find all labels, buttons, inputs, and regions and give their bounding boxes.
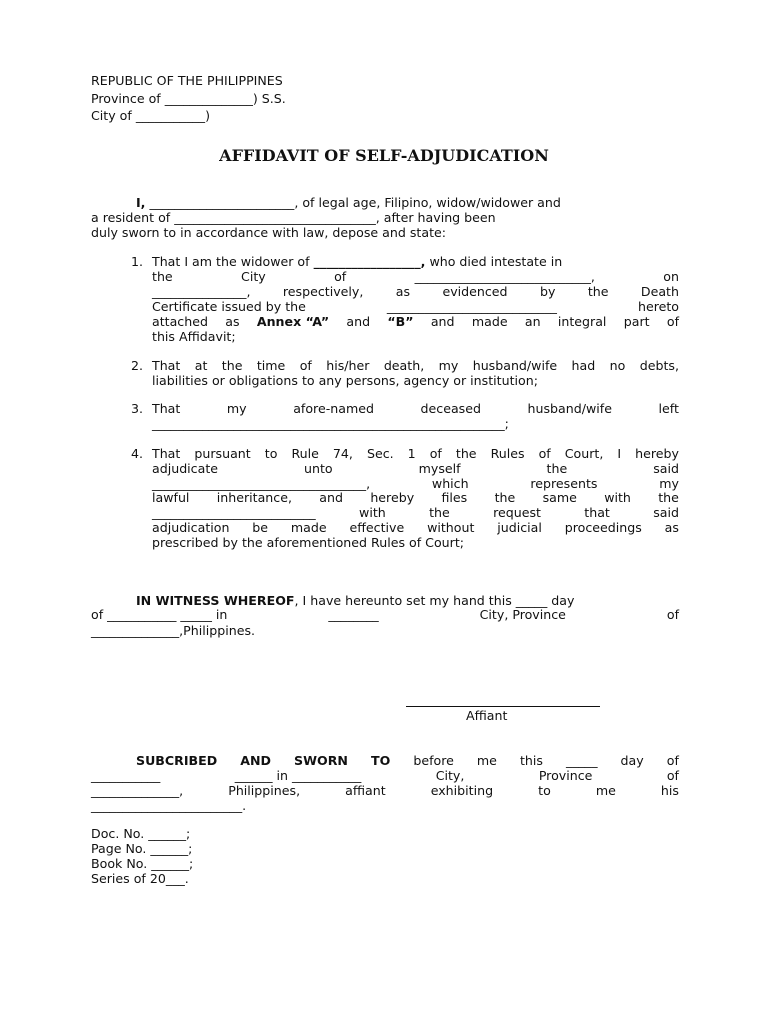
word: husband/wife xyxy=(472,358,558,373)
word: me xyxy=(595,783,616,798)
word: ___________ xyxy=(91,768,161,783)
header-city: City of ___________) xyxy=(91,108,211,123)
word: That xyxy=(152,358,181,373)
word: of xyxy=(666,314,679,329)
affiant-label: Affiant xyxy=(466,708,508,723)
word: Court, xyxy=(564,446,604,461)
word: hereby xyxy=(370,490,415,505)
word: left xyxy=(658,401,679,416)
word: Philippines, xyxy=(228,783,301,798)
word: pursuant xyxy=(194,446,251,461)
word: Province xyxy=(538,768,593,783)
word: ________ xyxy=(328,607,379,622)
intro-i: I, xyxy=(136,195,146,210)
item4-line-4 xyxy=(152,490,679,505)
word: Certificate issued by the xyxy=(152,299,306,314)
word: husband/wife xyxy=(527,401,612,416)
word: death, xyxy=(383,358,425,373)
word: had xyxy=(571,358,596,373)
word: ______________, xyxy=(91,783,184,798)
word: proceedings xyxy=(564,520,642,535)
item4-line-5 xyxy=(152,505,679,520)
item4-line-3 xyxy=(152,476,679,491)
item3-line-2: ________________________________________________________; xyxy=(152,416,509,431)
signature-line xyxy=(406,706,600,707)
item2-line-2: liabilities or obligations to any persons, agency or institution; xyxy=(152,373,538,388)
item4-line-6 xyxy=(152,520,679,535)
word: and xyxy=(346,314,371,329)
word: afore-named xyxy=(293,401,374,416)
word: of xyxy=(666,768,679,783)
word: and xyxy=(319,490,343,505)
word: exhibiting xyxy=(430,783,494,798)
word: be xyxy=(252,520,269,535)
word: with xyxy=(604,490,631,505)
word: City, Province xyxy=(479,607,566,622)
document-title: AFFIDAVIT OF SELF-ADJUDICATION xyxy=(219,146,549,165)
intro-line-3: duly sworn to in accordance with law, depose and state: xyxy=(91,225,447,240)
page-no: Page No. ______; xyxy=(91,841,193,856)
item1-line-3 xyxy=(152,284,679,299)
item4-line-1 xyxy=(152,446,679,461)
word: attached xyxy=(152,314,208,329)
word: made xyxy=(471,314,508,329)
item1-number: 1. xyxy=(131,254,144,269)
header-province: Province of ______________) S.S. xyxy=(91,91,286,106)
word: Rule xyxy=(291,446,319,461)
item3-number: 3. xyxy=(131,401,144,416)
word: files xyxy=(441,490,468,505)
word: my xyxy=(438,358,459,373)
word: my xyxy=(659,476,679,491)
witness-line-1: IN WITNESS WHEREOF, I have hereunto set my hand this _____ day xyxy=(136,593,575,608)
word: hereby xyxy=(635,446,679,461)
series-of: Series of 20___. xyxy=(91,871,189,886)
word: at xyxy=(194,358,208,373)
word: adjudicate xyxy=(152,461,219,476)
word: City xyxy=(241,269,266,284)
word: of xyxy=(538,446,551,461)
word: no xyxy=(609,358,626,373)
word: time xyxy=(256,358,286,373)
word: to xyxy=(264,446,278,461)
item1-line-4 xyxy=(152,299,679,314)
word: part xyxy=(623,314,650,329)
word: of xyxy=(666,607,679,622)
item1-line-2 xyxy=(152,269,679,284)
sworn-line-1: SUBCRIBED AND SWORN TO before me this _____ day of xyxy=(136,753,679,768)
word: the xyxy=(152,269,173,284)
word: effective xyxy=(349,520,405,535)
word: said xyxy=(653,461,679,476)
item1-line-1: That I am the widower of _________________, who died intestate in xyxy=(152,254,563,269)
word: inheritance, xyxy=(216,490,292,505)
word: That xyxy=(152,446,181,461)
word: evidenced xyxy=(442,284,508,299)
word: myself xyxy=(418,461,461,476)
word: That xyxy=(152,401,181,416)
item3-line-1 xyxy=(152,401,679,416)
item4-number: 4. xyxy=(131,446,144,461)
word: represents xyxy=(530,476,598,491)
word: his xyxy=(660,783,679,798)
word: adjudication xyxy=(152,520,230,535)
word: to xyxy=(538,783,551,798)
word: _______________, xyxy=(152,284,251,299)
word: the xyxy=(587,284,609,299)
word: without xyxy=(427,520,475,535)
word: of xyxy=(299,358,312,373)
witness-line-2 xyxy=(91,607,679,622)
word: on xyxy=(663,269,679,284)
word: which xyxy=(431,476,469,491)
word: Annex “A” xyxy=(256,314,330,329)
word: and xyxy=(430,314,455,329)
word: the xyxy=(546,461,568,476)
word: ____________________________, xyxy=(414,269,595,284)
word: unto xyxy=(304,461,333,476)
word: the xyxy=(455,446,477,461)
item4-line-2 xyxy=(152,461,679,476)
word: City, xyxy=(435,768,465,783)
word: the xyxy=(658,490,679,505)
witness-line-3: ______________,Philippines. xyxy=(91,623,256,638)
word: an xyxy=(524,314,541,329)
word: respectively, xyxy=(282,284,364,299)
word: with xyxy=(359,505,386,520)
word: by xyxy=(539,284,556,299)
word: of xyxy=(429,446,442,461)
item1-line-5 xyxy=(152,314,679,329)
word: 74, xyxy=(332,446,353,461)
header-republic: REPUBLIC OF THE PHILIPPINES xyxy=(91,73,283,88)
intro-line-2: a resident of ________________________________, after having been xyxy=(91,210,496,225)
word: Death xyxy=(640,284,679,299)
word: lawful xyxy=(152,490,190,505)
word: __________________________ xyxy=(152,505,316,520)
word: as xyxy=(664,520,679,535)
word: __________________________________, xyxy=(152,476,371,491)
word: as xyxy=(225,314,240,329)
intro-line-1: I, _______________________, of legal age, Filipino, widow/widower and xyxy=(136,195,561,210)
word: Rules xyxy=(490,446,525,461)
word: Sec. xyxy=(366,446,394,461)
word: the xyxy=(494,490,516,505)
item2-number: 2. xyxy=(131,358,144,373)
sworn-line-4: ________________________. xyxy=(91,798,247,813)
word: made xyxy=(290,520,327,535)
word: ___________________________ xyxy=(386,299,557,314)
word: judicial xyxy=(497,520,542,535)
item4-line-7: prescribed by the aforementioned Rules of Court; xyxy=(152,535,464,550)
word: as xyxy=(395,284,411,299)
word: my xyxy=(226,401,247,416)
book-no: Book No. ______; xyxy=(91,856,194,871)
word: the xyxy=(429,505,450,520)
word: hereto xyxy=(637,299,679,314)
word: his/her xyxy=(326,358,370,373)
word: affiant xyxy=(345,783,386,798)
word: ______ in ___________ xyxy=(234,768,362,783)
word: request xyxy=(493,505,541,520)
word: “B” xyxy=(387,314,414,329)
word: same xyxy=(542,490,577,505)
item2-line-1 xyxy=(152,358,679,373)
word: deceased xyxy=(420,401,481,416)
word: of ___________ _____ in xyxy=(91,607,228,622)
word: debts, xyxy=(639,358,679,373)
word: I xyxy=(617,446,622,461)
doc-no: Doc. No. ______; xyxy=(91,826,191,841)
word: said xyxy=(653,505,679,520)
item1-line-6: this Affidavit; xyxy=(152,329,236,344)
sworn-line-3 xyxy=(91,783,679,798)
sworn-line-2 xyxy=(91,768,679,783)
word: of xyxy=(334,269,347,284)
word: the xyxy=(221,358,243,373)
word: 1 xyxy=(407,446,416,461)
word: integral xyxy=(557,314,607,329)
word: that xyxy=(584,505,610,520)
